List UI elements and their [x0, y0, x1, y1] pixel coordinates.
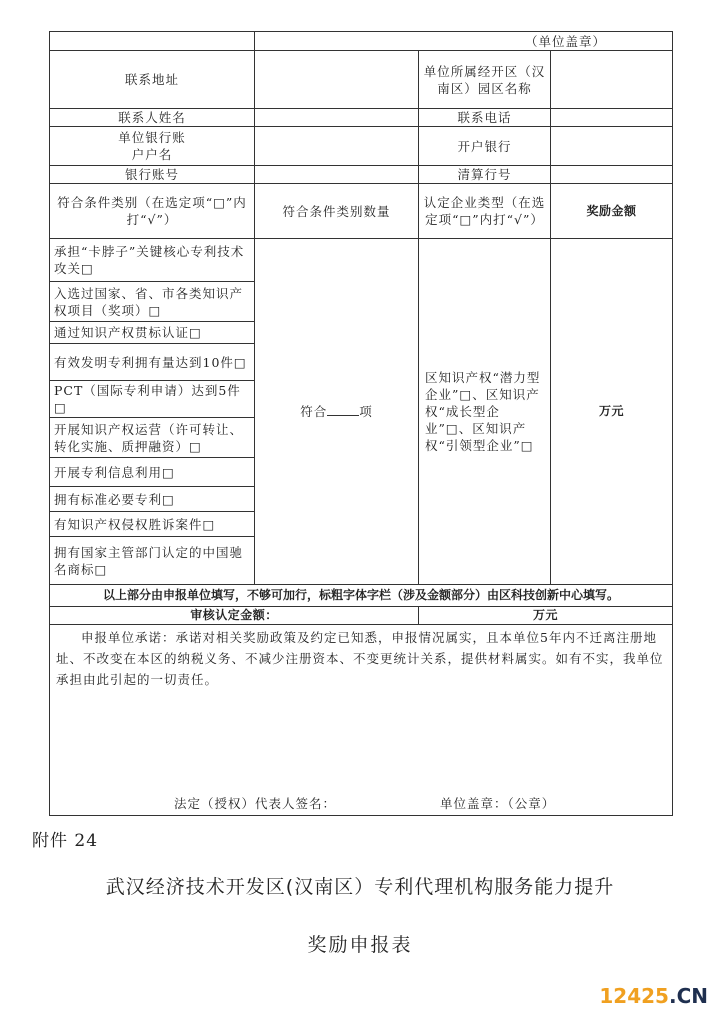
bank-row: [50, 127, 673, 166]
contact-phone-field[interactable]: [551, 109, 673, 127]
legal-representative-signature[interactable]: 法定（授权）代表人签名：: [174, 796, 337, 811]
count-header: 符合条件类别数量: [255, 184, 419, 239]
contact-row: [50, 109, 673, 127]
account-row: [50, 166, 673, 184]
page-title-line1: 武汉经济技术开发区(汉南区）专利代理机构服务能力提升: [105, 876, 615, 898]
clearing-number-label: 清算行号: [419, 166, 551, 184]
address-row: [50, 51, 673, 109]
zone-field[interactable]: [551, 51, 673, 109]
condition-item[interactable]: 有效发明专利拥有量达到10件□: [50, 344, 255, 381]
address-field[interactable]: [255, 51, 419, 109]
fill-instructions-note: 以上部分由申报单位填写，不够可加行，标粗字体字栏（涉及金额部分）由区科技创新中心填写。: [50, 585, 673, 607]
condition-item[interactable]: 通过知识产权贯标认证□: [50, 322, 255, 344]
page-title-line2: 奖励申报表: [307, 934, 413, 956]
award-header: 奖励金额: [551, 184, 673, 239]
condition-item[interactable]: 开展知识产权运营（许可转让、转化实施、质押融资）□: [50, 418, 255, 458]
unit-seal-label: （单位盖章）: [255, 32, 673, 51]
condition-item[interactable]: 开展专利信息利用□: [50, 458, 255, 487]
condition-count-cell[interactable]: [255, 239, 419, 585]
enterprise-type-header: 认定企业类型（在选定项“□”内打“√”）: [419, 184, 551, 239]
approved-amount-unit: 万元: [419, 607, 673, 625]
count-prefix: 符合: [300, 404, 328, 419]
watermark-domain: .CN: [668, 984, 708, 1008]
approved-amount-row: [50, 607, 673, 625]
count-blank[interactable]: [327, 403, 359, 416]
conditions-header: 符合条件类别（在选定项“□”内打“√”）: [50, 184, 255, 239]
header-row: [50, 184, 673, 239]
promise-row: [50, 625, 673, 816]
promise-cell: [50, 625, 673, 816]
condition-item[interactable]: 拥有标准必要专利□: [50, 487, 255, 512]
seal-row: [50, 32, 673, 51]
attachment-label: 附件 24: [32, 831, 99, 851]
note-row: [50, 585, 673, 607]
promise-text: 申报单位承诺：承诺对相关奖励政策及约定已知悉，申报情况属实，且本单位5年内不迁离注册地址、不改变在本区的纳税义务、不减少注册资本、不变更统计关系，提供材料属实。如有不实，我单位承担由此引起的一切责任。: [56, 630, 664, 687]
clearing-number-field[interactable]: [551, 166, 673, 184]
enterprise-type-options[interactable]: 区知识产权“潜力型企业”□、区知识产权“成长型企业”□、区知识产权“引领型企业”□: [419, 239, 551, 585]
contact-phone-label: 联系电话: [419, 109, 551, 127]
condition-item[interactable]: 承担“卡脖子”关键核心专利技术攻关□: [50, 239, 255, 282]
award-amount-cell: 万元: [551, 239, 673, 585]
watermark-number: 12425: [599, 984, 669, 1008]
address-label: 联系地址: [50, 51, 255, 109]
condition-item[interactable]: 有知识产权侵权胜诉案件□: [50, 512, 255, 537]
contact-name-label: 联系人姓名: [50, 109, 255, 127]
account-number-label: 银行账号: [50, 166, 255, 184]
condition-item[interactable]: 拥有国家主管部门认定的中国驰名商标□: [50, 537, 255, 585]
site-watermark: [599, 984, 708, 1008]
condition-row: [50, 239, 673, 282]
count-suffix: 项: [359, 404, 373, 419]
bank-field[interactable]: [551, 127, 673, 166]
zone-label: 单位所属经开区（汉南区）园区名称: [419, 51, 551, 109]
application-form-table: [49, 31, 673, 816]
approved-amount-label: 审核认定金额：: [50, 607, 419, 625]
unit-seal-signature[interactable]: 单位盖章：（公章）: [440, 796, 556, 811]
bank-label: 开户银行: [419, 127, 551, 166]
condition-item[interactable]: 入选过国家、省、市各类知识产权项目（奖项）□: [50, 282, 255, 322]
contact-name-field[interactable]: [255, 109, 419, 127]
account-number-field[interactable]: [255, 166, 419, 184]
condition-item[interactable]: PCT（国际专利申请）达到5件□: [50, 381, 255, 418]
bank-account-name-label: 单位银行账户户名: [50, 127, 255, 166]
bank-account-name-field[interactable]: [255, 127, 419, 166]
